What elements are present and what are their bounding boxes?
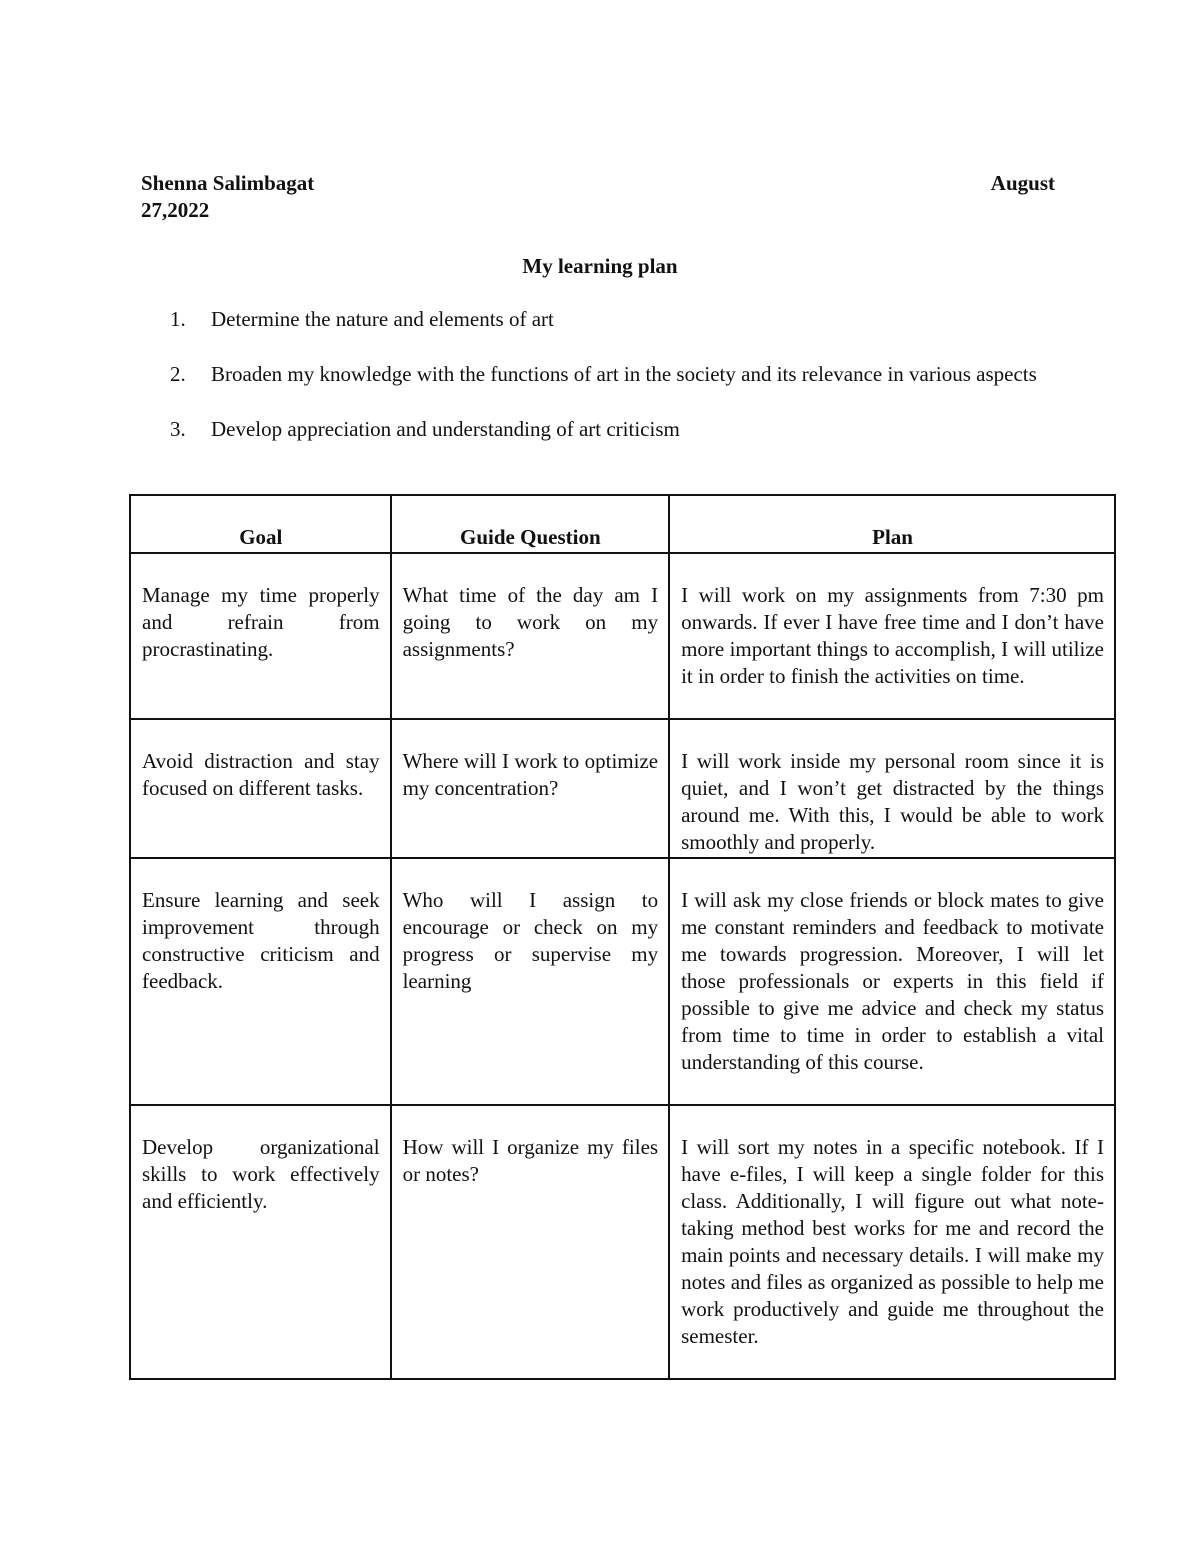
table-row <box>130 858 1115 1105</box>
plan-text: I will ask my close friends or block mates to give me constant reminders and feedback to motivate me towards progression. Moreover, I will let those professionals or experts in this field if possible to give me advice and check my status from time to time in order to establish a vital understanding of this course. <box>681 888 1104 1074</box>
table-row <box>130 553 1115 719</box>
objective-text: Broaden my knowledge with the functions of art in the society and its relevance in various aspects <box>211 362 1037 386</box>
question-text: What time of the day am I going to work on my assignments? <box>402 583 659 661</box>
column-header-plan: Plan <box>669 495 1115 553</box>
plan-cell <box>669 1105 1115 1379</box>
question-text: How will I organize my files or notes? <box>402 1135 659 1186</box>
objectives-list <box>170 306 1056 471</box>
goal-text: Avoid distraction and stay focused on different tasks. <box>142 749 380 800</box>
author-name: Shenna Salimbagat <box>141 171 315 195</box>
table-row <box>130 719 1115 858</box>
plan-text: I will sort my notes in a specific notebook. If I have e-files, I will keep a single folder for this class. Additionally, I will figure out what note-taking method best works for me and record the main points and necessary details. I will make my notes and files as organized as possible to help me work productively and guide me throughout the semester. <box>681 1135 1104 1348</box>
objective-number: 2. <box>170 362 186 386</box>
question-cell <box>391 1105 670 1379</box>
table-header-row <box>130 495 1115 553</box>
question-text: Who will I assign to encourage or check on my progress or supervise my learning <box>402 888 659 993</box>
plan-cell <box>669 858 1115 1105</box>
goal-cell <box>130 553 391 719</box>
learning-plan-table <box>129 494 1116 1380</box>
column-header-guide-question: Guide Question <box>391 495 670 553</box>
question-cell <box>391 553 670 719</box>
objective-text: Develop appreciation and understanding of art criticism <box>211 417 680 441</box>
plan-text: I will work on my assignments from 7:30 pm onwards. If ever I have free time and I don’t have more important things to accomplish, I will utilize it in order to finish the activities on time. <box>681 583 1104 688</box>
plan-cell <box>669 553 1115 719</box>
objective-item <box>170 416 1056 443</box>
document-title: My learning plan <box>522 254 678 278</box>
question-text: Where will I work to optimize my concentration? <box>402 749 659 800</box>
plan-text: I will work inside my personal room since it is quiet, and I won’t get distracted by the things around me. With this, I would be able to work smoothly and properly. <box>681 749 1104 854</box>
question-cell <box>391 858 670 1105</box>
goal-cell <box>130 719 391 858</box>
objective-number: 1. <box>170 307 186 331</box>
objective-item <box>170 306 1056 333</box>
header-line-1 <box>141 170 1055 197</box>
goal-text: Ensure learning and seek improvement through constructive criticism and feedback. <box>142 888 380 993</box>
goal-text: Develop organizational skills to work effectively and efficiently. <box>142 1135 380 1213</box>
date-day-year: 27,2022 <box>141 198 210 222</box>
goal-cell <box>130 858 391 1105</box>
objective-item <box>170 361 1056 388</box>
goal-cell <box>130 1105 391 1379</box>
question-cell <box>391 719 670 858</box>
objective-text: Determine the nature and elements of art <box>211 307 554 331</box>
date-month: August <box>990 171 1055 195</box>
plan-cell <box>669 719 1115 858</box>
table-row <box>130 1105 1115 1379</box>
objective-number: 3. <box>170 417 186 441</box>
goal-text: Manage my time properly and refrain from procrastinating. <box>142 583 380 661</box>
column-header-goal: Goal <box>130 495 391 553</box>
document-header <box>141 170 1055 224</box>
